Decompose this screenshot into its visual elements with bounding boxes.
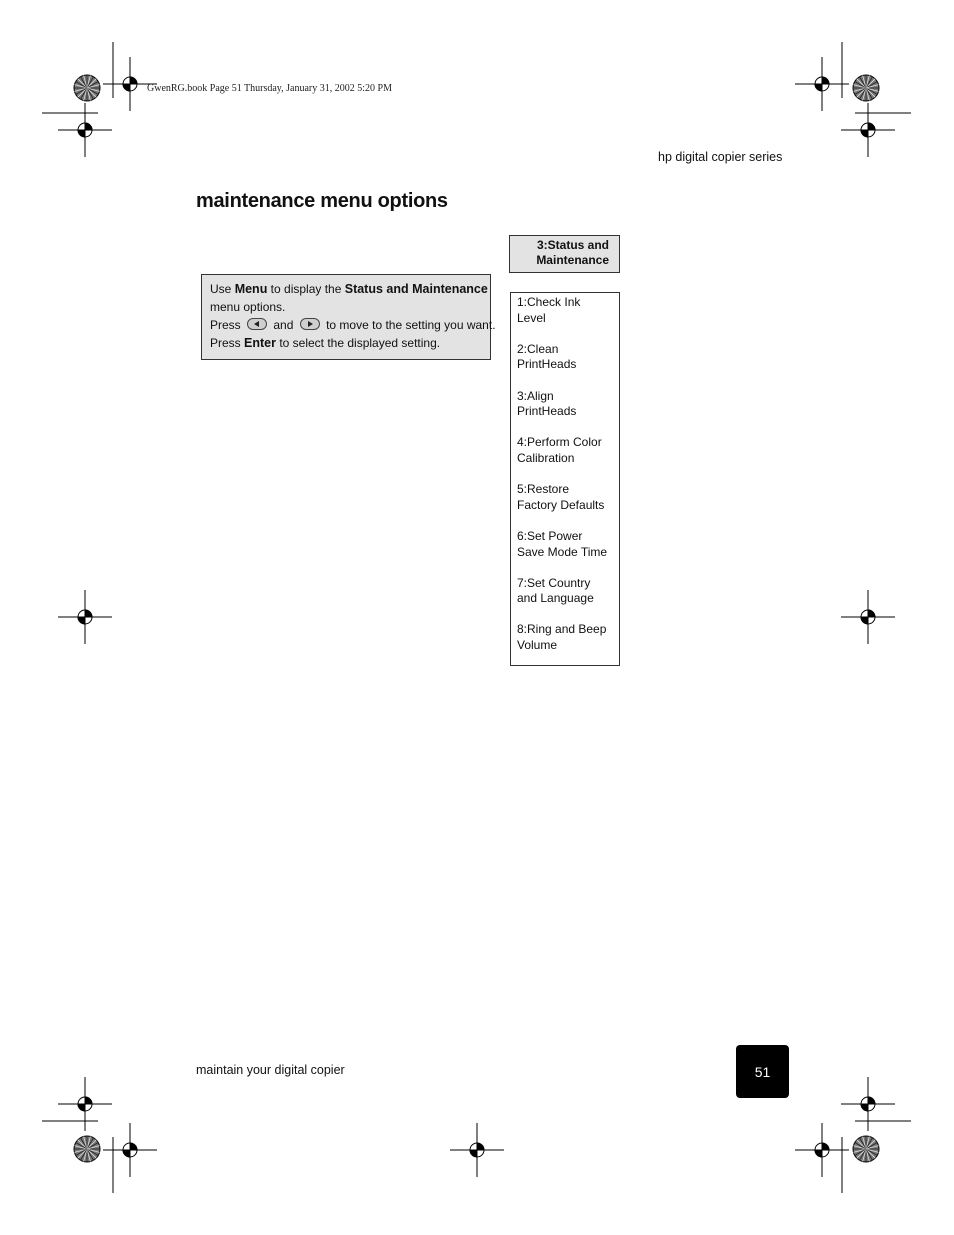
running-head: hp digital copier series: [658, 150, 783, 164]
crosshair-mark-icon: [450, 1123, 504, 1177]
crosshair-mark-icon: [103, 1123, 157, 1177]
instructions-line-3: Press and to move to the setting you want.: [210, 318, 496, 332]
menu-item: 2:Clean PrintHeads: [517, 341, 577, 372]
starburst-mark-icon: [74, 1136, 100, 1162]
enter-key-label: Enter: [244, 336, 276, 350]
instructions-box: [201, 274, 496, 360]
menu-item: 1:Check Ink Level: [517, 295, 581, 325]
starburst-mark-icon: [853, 1136, 879, 1162]
printer-mark-text: GwenRG.book Page 51 Thursday, January 31, 2002 5:20 PM: [147, 83, 392, 94]
instructions-line-2: menu options.: [210, 300, 286, 314]
instructions-line-1: Use Menu to display the Status and Maintenance: [210, 282, 488, 296]
menu-item: 7:Set Country and Language: [517, 575, 594, 606]
page-number: 51: [736, 1045, 789, 1098]
crosshair-mark-icon: [795, 1123, 849, 1177]
starburst-mark-icon: [853, 75, 879, 101]
crosshair-mark-icon: [58, 590, 112, 644]
crosshair-mark-icon: [841, 103, 895, 157]
instructions-line-4: Press Enter to select the displayed setting.: [210, 336, 441, 350]
page-title: maintenance menu options: [196, 190, 448, 212]
status-maintenance-label: Status and Maintenance: [344, 282, 488, 296]
menu-item: 4:Perform Color Calibration: [517, 435, 602, 465]
crosshair-mark-icon: [841, 1077, 895, 1131]
crosshair-mark-icon: [795, 57, 849, 111]
footer-text: maintain your digital copier: [196, 1063, 345, 1077]
left-arrow-button-icon: [247, 318, 267, 330]
menu-item: 6:Set Power Save Mode Time: [517, 528, 608, 559]
menu-item: 8:Ring and Beep Volume: [517, 622, 607, 653]
menu-options-list: [510, 292, 620, 666]
menu-item: 5:Restore Factory Defaults: [517, 482, 605, 512]
menu-item: 3:Align PrintHeads: [517, 388, 577, 419]
starburst-mark-icon: [74, 75, 100, 101]
menu-header: 3:Status and Maintenance: [509, 235, 620, 273]
right-arrow-button-icon: [300, 318, 320, 330]
menu-key-label: Menu: [234, 282, 268, 296]
crosshair-mark-icon: [58, 1077, 112, 1131]
crosshair-mark-icon: [58, 103, 112, 157]
crosshair-mark-icon: [841, 590, 895, 644]
